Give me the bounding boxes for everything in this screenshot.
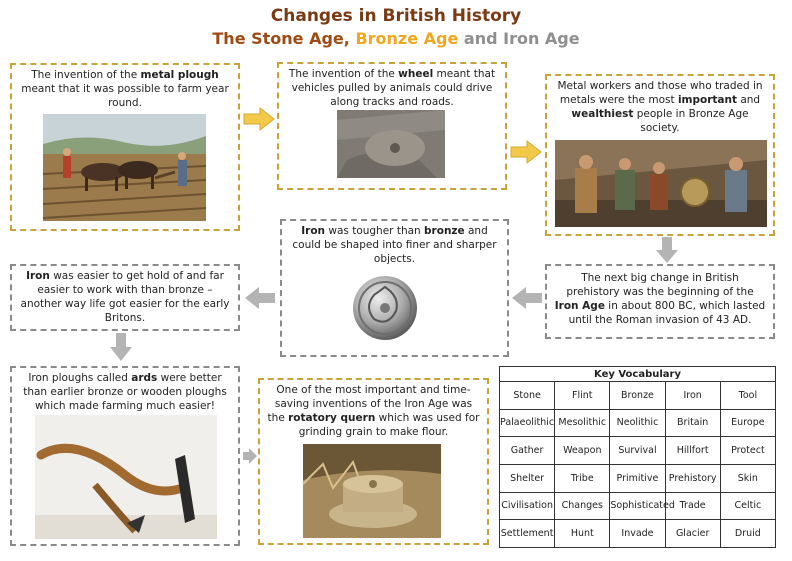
vocab-word: Bronze xyxy=(610,382,665,410)
vocab-word: Iron xyxy=(665,382,720,410)
vocab-word: Invade xyxy=(610,520,665,548)
vocab-word: Survival xyxy=(610,437,665,465)
vocab-word: Protect xyxy=(720,437,775,465)
card-text: The next big change in British prehistory was the beginning of the xyxy=(566,272,754,298)
vocab-word: Settlement xyxy=(500,520,555,548)
page-title: Changes in British History xyxy=(270,6,522,26)
arrow-right-icon xyxy=(243,448,257,464)
card-text: and could be shaped into finer and sharper objects. xyxy=(292,225,497,265)
vocab-row xyxy=(500,382,776,410)
card-text: The invention of the xyxy=(31,69,141,81)
vocab-word: Celtic xyxy=(720,492,775,520)
card-text: meant that vehicles pulled by animals could drive along tracks and roads. xyxy=(291,68,496,108)
vocab-word: Civilisation xyxy=(500,492,555,520)
card-text: in about 800 BC, which lasted until the Roman invasion of 43 AD. xyxy=(568,299,766,326)
subtitle-stone: The Stone Age, xyxy=(212,29,350,48)
vocab-row xyxy=(500,520,776,548)
card-bold: metal plough xyxy=(140,69,219,81)
subtitle-iron: Iron Age xyxy=(503,29,580,48)
vocab-word: Skin xyxy=(720,464,775,492)
vocab-word: Shelter xyxy=(500,464,555,492)
vocab-word: Stone xyxy=(500,382,555,410)
vocab-word: Tool xyxy=(720,382,775,410)
quern-image xyxy=(303,444,441,538)
arrow-left-icon xyxy=(245,287,275,309)
card-bold: wealthiest xyxy=(571,107,634,120)
card-bold: Iron xyxy=(301,225,326,237)
vocab-row xyxy=(500,409,776,437)
card-bold: Iron Age xyxy=(554,299,605,312)
ploughing-image xyxy=(43,114,206,221)
vocab-word: Trade xyxy=(665,492,720,520)
vocab-word: Tribe xyxy=(555,464,610,492)
subtitle-bronze: Bronze Age xyxy=(355,29,459,48)
vocab-word: Gather xyxy=(500,437,555,465)
card-text: people in Bronze Age society. xyxy=(633,107,749,134)
card-bold: rotatory quern xyxy=(288,411,376,424)
arrow-left-icon xyxy=(512,287,542,309)
card-text: Metal workers and those who traded in metals were the most xyxy=(557,80,763,106)
card-bold: ards xyxy=(131,372,158,384)
vocab-word: Palaeolithic xyxy=(500,409,555,437)
card-bold: bronze xyxy=(424,225,465,237)
card-text: was easier to get hold of and far easier to work with than bronze – another way life got easier for the early Britons. xyxy=(20,270,230,324)
card-text: was tougher than xyxy=(325,225,425,237)
vocab-word: Europe xyxy=(720,409,775,437)
vocab-word: Mesolithic xyxy=(555,409,610,437)
vocab-word: Druid xyxy=(720,520,775,548)
card-bold: Iron xyxy=(26,270,50,282)
vocab-word: Hunt xyxy=(555,520,610,548)
vocab-row xyxy=(500,437,776,465)
card-bold: important xyxy=(677,93,737,106)
vocab-word: Prehistory xyxy=(665,464,720,492)
iron-easier-card xyxy=(10,264,240,331)
card-text: meant that it was possible to farm year round. xyxy=(21,82,229,109)
vocab-row xyxy=(500,492,776,520)
card-bold: wheel xyxy=(398,68,434,80)
vocab-word: Neolithic xyxy=(610,409,665,437)
vocab-word: Hillfort xyxy=(665,437,720,465)
card-text: and xyxy=(737,93,761,106)
arrow-down-icon xyxy=(656,237,678,263)
metal-workers-image xyxy=(555,140,767,227)
vocab-word: Glacier xyxy=(665,520,720,548)
arrow-right-icon xyxy=(244,108,274,130)
page-subtitle xyxy=(0,29,792,48)
vocab-word: Weapon xyxy=(555,437,610,465)
vocab-word: Changes xyxy=(555,492,610,520)
card-text: The invention of the xyxy=(288,68,399,80)
vocab-word: Primitive xyxy=(610,464,665,492)
vocab-title: Key Vocabulary xyxy=(500,367,776,382)
vocab-row xyxy=(500,464,776,492)
wheel-image xyxy=(337,110,445,178)
subtitle-and: and xyxy=(463,29,498,48)
arrow-down-icon xyxy=(110,333,132,361)
key-vocabulary-table xyxy=(499,366,776,548)
vocab-word: Britain xyxy=(665,409,720,437)
ard-plough-image xyxy=(35,415,217,539)
card-text: which was used for grinding grain to make flour. xyxy=(298,411,480,438)
card-text: were better than earlier bronze or wooden ploughs which made farming much easier! xyxy=(23,372,227,412)
vocab-word: Flint xyxy=(555,382,610,410)
vocab-word: Sophisticated xyxy=(610,492,665,520)
card-text: One of the most important and time-saving inventions of the Iron Age was the xyxy=(267,384,473,424)
arrow-right-icon xyxy=(511,141,541,163)
iron-brooch-image xyxy=(350,273,420,343)
iron-age-start-card xyxy=(545,264,775,339)
card-text: Iron ploughs called xyxy=(28,372,132,384)
